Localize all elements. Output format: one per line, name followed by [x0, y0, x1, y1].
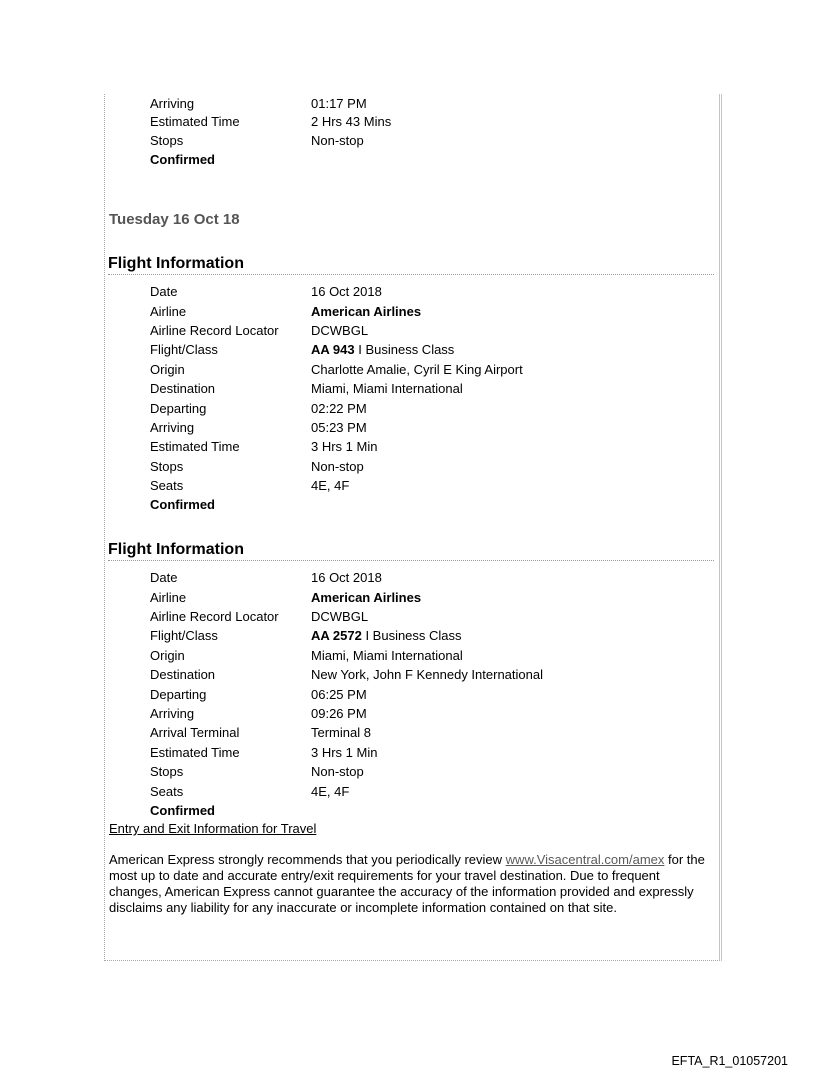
prev-status: Confirmed [150, 152, 215, 167]
flight-1-title: Flight Information [108, 254, 714, 275]
field-label: Flight/Class [150, 628, 218, 643]
field-label: Stops [150, 133, 184, 148]
field-value: 06:25 PM [311, 687, 367, 702]
field-label: Arriving [150, 96, 195, 111]
field-label: Airline [150, 590, 187, 605]
visacentral-link[interactable]: www.Visacentral.com/amex [505, 852, 665, 867]
field-value: 4E, 4F [311, 784, 350, 799]
field-value: 09:26 PM [311, 706, 367, 721]
flight-2-status: Confirmed [150, 803, 215, 818]
field-value: American Airlines [311, 304, 422, 319]
field-label: Departing [150, 687, 207, 702]
field-label: Destination [150, 381, 216, 396]
field-label: Arriving [150, 420, 195, 435]
field-label: Origin [150, 362, 185, 377]
field-label: Arrival Terminal [150, 725, 240, 740]
field-value [311, 626, 462, 645]
field-value: 4E, 4F [311, 478, 350, 493]
flight-number: AA 943 [311, 342, 355, 357]
field-label: Estimated Time [150, 439, 240, 454]
field-label: Departing [150, 401, 207, 416]
field-label: Arriving [150, 706, 195, 721]
field-value: New York, John F Kennedy International [311, 667, 543, 682]
field-value: 16 Oct 2018 [311, 570, 382, 585]
field-value: Miami, Miami International [311, 381, 463, 396]
field-value: Miami, Miami International [311, 648, 463, 663]
flight-2-title: Flight Information [108, 540, 714, 561]
field-label: Airline Record Locator [150, 323, 279, 338]
field-label: Date [150, 570, 178, 585]
field-value: 01:17 PM [311, 96, 367, 111]
field-label: Origin [150, 648, 185, 663]
flight-1-status: Confirmed [150, 497, 215, 512]
field-label: Airline Record Locator [150, 609, 279, 624]
field-value: 02:22 PM [311, 401, 367, 416]
travel-class: I Business Class [361, 628, 462, 643]
field-label: Stops [150, 459, 184, 474]
entry-text-before: American Express strongly recommends that you periodically review [109, 852, 506, 867]
field-value: 16 Oct 2018 [311, 284, 382, 299]
field-label: Stops [150, 764, 184, 779]
field-label: Destination [150, 667, 216, 682]
field-value [311, 340, 454, 359]
field-label: Estimated Time [150, 745, 240, 760]
field-value: 3 Hrs 1 Min [311, 439, 378, 454]
field-label: Date [150, 284, 178, 299]
field-value: Non-stop [311, 764, 364, 779]
flight-number: AA 2572 [311, 628, 362, 643]
field-value: Charlotte Amalie, Cyril E King Airport [311, 362, 523, 377]
field-value: 3 Hrs 1 Min [311, 745, 378, 760]
field-label: Seats [150, 478, 184, 493]
field-label: Airline [150, 304, 187, 319]
field-value: Non-stop [311, 459, 364, 474]
field-label: Seats [150, 784, 184, 799]
field-label: Flight/Class [150, 342, 218, 357]
entry-text-after: for the most up to date and accurate entry/exit requirements for your travel destination. Due to frequent changes, American Express cannot guarantee the accuracy of the information provided and expressly disclaims any liability for any inaccurate or incomplete information contained on that site. [109, 852, 705, 915]
field-value: DCWBGL [311, 323, 369, 338]
field-label: Estimated Time [150, 114, 240, 129]
day-heading: Tuesday 16 Oct 18 [109, 211, 240, 228]
field-value: Terminal 8 [311, 725, 371, 740]
field-value: American Airlines [311, 590, 422, 605]
field-value: DCWBGL [311, 609, 369, 624]
field-value: 2 Hrs 43 Mins [311, 114, 392, 129]
entry-exit-title: Entry and Exit Information for Travel [109, 821, 317, 836]
entry-exit-paragraph [109, 852, 715, 916]
field-value: Non-stop [311, 133, 364, 148]
field-value: 05:23 PM [311, 420, 367, 435]
document-id: EFTA_R1_01057201 [671, 1054, 788, 1068]
travel-class: I Business Class [354, 342, 455, 357]
